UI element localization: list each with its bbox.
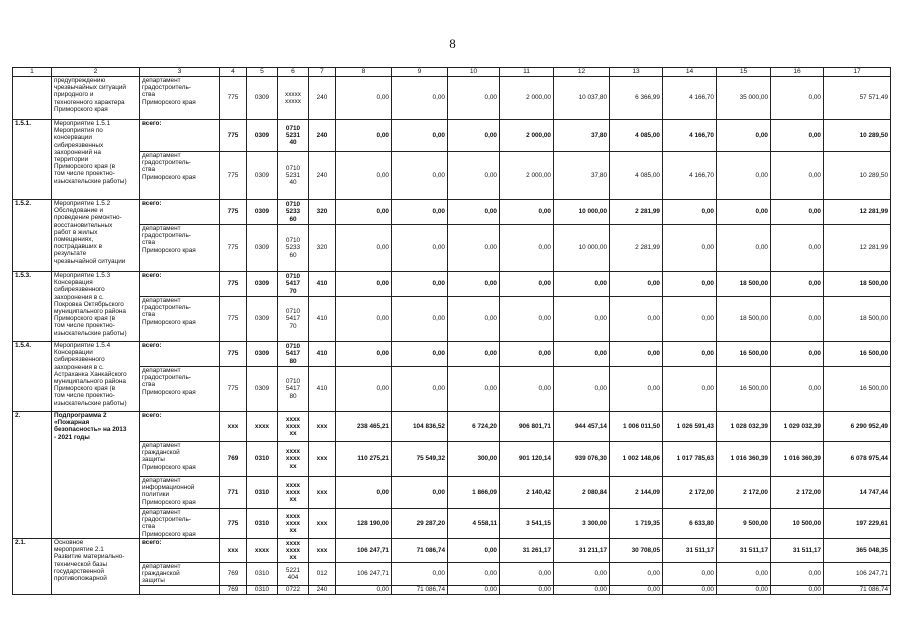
executor: всего: <box>140 539 220 563</box>
column-header: 3 <box>140 68 220 77</box>
value-cell: 1 002 148,06 <box>610 442 663 477</box>
column-header: 4 <box>220 68 247 77</box>
value-cell: 901 120,14 <box>500 442 554 477</box>
value-cell: 0,00 <box>392 563 448 586</box>
value-cell: 10 289,50 <box>824 152 891 200</box>
value-cell: 320 <box>309 225 336 272</box>
executor: департамент градостроитель- ства Приморского края <box>140 297 220 342</box>
value-cell: 0,00 <box>448 539 500 563</box>
value-cell: 2 172,00 <box>663 477 717 509</box>
value-cell: 0,00 <box>500 342 554 367</box>
column-header: 6 <box>278 68 309 77</box>
value-cell: 110 275,21 <box>336 442 392 477</box>
value-cell: 0,00 <box>771 272 824 297</box>
value-cell: 775 <box>220 120 247 152</box>
value-cell: 0,00 <box>554 585 610 594</box>
value-cell: 35 000,00 <box>717 77 771 120</box>
value-cell: 37,80 <box>554 120 610 152</box>
value-cell: 10 000,00 <box>554 225 610 272</box>
value-cell: 0,00 <box>771 225 824 272</box>
value-cell: 410 <box>309 342 336 367</box>
value-cell: 0,00 <box>392 297 448 342</box>
item-name: Мероприятие 1.5.3 Консервация сибиреязвенного захоронения в с. Покровка Октябрьского муниципального района Приморского края (в том числе проектно- изыскательские работы) <box>52 272 140 342</box>
value-cell: 0,00 <box>771 120 824 152</box>
table-row <box>13 585 891 594</box>
value-cell: 0,00 <box>336 120 392 152</box>
value-cell: 5221 404 <box>278 563 309 586</box>
value-cell: 106 247,71 <box>824 563 891 586</box>
value-cell: 0,00 <box>392 200 448 225</box>
value-cell: 0,00 <box>771 77 824 120</box>
value-cell: 0722 <box>278 585 309 594</box>
value-cell: 0,00 <box>554 272 610 297</box>
value-cell: 4 085,00 <box>610 152 663 200</box>
value-cell: 0310 <box>247 477 278 509</box>
item-number: 1.5.2. <box>13 200 52 272</box>
value-cell: ххх <box>220 539 247 563</box>
value-cell: 0710 5417 80 <box>278 367 309 412</box>
value-cell: 0710 5417 70 <box>278 297 309 342</box>
table-row <box>13 272 891 297</box>
item-number <box>13 77 52 120</box>
value-cell: 37,80 <box>554 152 610 200</box>
table-row <box>13 297 891 342</box>
value-cell: 0,00 <box>554 367 610 412</box>
value-cell: 0,00 <box>500 297 554 342</box>
value-cell: 1 866,09 <box>448 477 500 509</box>
value-cell: 0,00 <box>336 225 392 272</box>
value-cell: 775 <box>220 225 247 272</box>
value-cell: 0310 <box>247 509 278 539</box>
value-cell: 0,00 <box>663 297 717 342</box>
value-cell: 0,00 <box>554 563 610 586</box>
value-cell: 104 836,52 <box>392 412 448 442</box>
value-cell: 0,00 <box>336 585 392 594</box>
value-cell: хххх хххх хх <box>278 477 309 509</box>
value-cell: 0,00 <box>392 77 448 120</box>
value-cell: 0,00 <box>448 297 500 342</box>
value-cell: 71 086,74 <box>392 539 448 563</box>
table-row <box>13 563 891 586</box>
value-cell: 0,00 <box>448 225 500 272</box>
value-cell: 4 558,11 <box>448 509 500 539</box>
item-number: 2. <box>13 412 52 539</box>
value-cell: 1 029 032,39 <box>771 412 824 442</box>
value-cell: 2 000,00 <box>500 152 554 200</box>
value-cell: 3 300,00 <box>554 509 610 539</box>
value-cell: ххх <box>309 509 336 539</box>
value-cell: 31 511,17 <box>771 539 824 563</box>
value-cell: 0710 5231 40 <box>278 152 309 200</box>
value-cell: 0309 <box>247 272 278 297</box>
value-cell: 31 211,17 <box>554 539 610 563</box>
table-row <box>13 367 891 412</box>
page-number: 8 <box>449 36 456 51</box>
column-header: 5 <box>247 68 278 77</box>
value-cell: 0,00 <box>336 152 392 200</box>
executor: департамент градостроитель- ства Приморского края <box>140 367 220 412</box>
value-cell: 0309 <box>247 200 278 225</box>
value-cell: 944 457,14 <box>554 412 610 442</box>
column-header: 12 <box>554 68 610 77</box>
value-cell: 0,00 <box>717 585 771 594</box>
value-cell: 775 <box>220 367 247 412</box>
table-row <box>13 152 891 200</box>
item-number: 2.1. <box>13 539 52 595</box>
value-cell: 14 747,44 <box>824 477 891 509</box>
item-name: Основное мероприятие 2.1 Развитие материально- технической базы государственной противопожарной <box>52 539 140 595</box>
table-row <box>13 442 891 477</box>
item-name: Мероприятие 1.5.4 Консервации сибиреязвенного захоронения в с. Астраханка Ханкайского муниципального района Приморского края (в том числе проектно- изыскательские работы) <box>52 342 140 412</box>
value-cell: 12 281,99 <box>824 225 891 272</box>
table-row <box>13 225 891 272</box>
value-cell: 71 086,74 <box>824 585 891 594</box>
value-cell: 0,00 <box>500 563 554 586</box>
value-cell: 410 <box>309 297 336 342</box>
column-header: 1 <box>13 68 52 77</box>
value-cell: 10 000,00 <box>554 200 610 225</box>
value-cell: 939 076,30 <box>554 442 610 477</box>
value-cell: 300,00 <box>448 442 500 477</box>
value-cell: 240 <box>309 585 336 594</box>
value-cell: 0,00 <box>392 477 448 509</box>
value-cell: 775 <box>220 200 247 225</box>
value-cell: 0,00 <box>448 342 500 367</box>
value-cell: 0,00 <box>448 585 500 594</box>
table-row <box>13 342 891 367</box>
value-cell: 30 708,05 <box>610 539 663 563</box>
executor: департамент градостроитель- ства Приморского края <box>140 225 220 272</box>
value-cell: 0310 <box>247 442 278 477</box>
value-cell: 0,00 <box>448 563 500 586</box>
value-cell: 6 366,99 <box>610 77 663 120</box>
value-cell: 0,00 <box>717 563 771 586</box>
value-cell: 4 166,70 <box>663 152 717 200</box>
value-cell: 410 <box>309 272 336 297</box>
value-cell: 4 085,00 <box>610 120 663 152</box>
column-header: 14 <box>663 68 717 77</box>
value-cell: 10 289,50 <box>824 120 891 152</box>
value-cell: 106 247,71 <box>336 563 392 586</box>
value-cell: 2 172,00 <box>717 477 771 509</box>
value-cell: 0309 <box>247 342 278 367</box>
value-cell: ххх <box>309 477 336 509</box>
value-cell: 2 080,84 <box>554 477 610 509</box>
value-cell: 0,00 <box>610 563 663 586</box>
header-row <box>13 68 891 77</box>
value-cell: 0710 5417 80 <box>278 342 309 367</box>
value-cell: 6 078 975,44 <box>824 442 891 477</box>
value-cell: 0,00 <box>663 272 717 297</box>
column-header: 11 <box>500 68 554 77</box>
value-cell: хххх хххх хх <box>278 539 309 563</box>
value-cell: 775 <box>220 509 247 539</box>
value-cell: 0,00 <box>392 272 448 297</box>
value-cell: 6 724,20 <box>448 412 500 442</box>
value-cell: 106 247,71 <box>336 539 392 563</box>
value-cell: 906 801,71 <box>500 412 554 442</box>
value-cell: 0,00 <box>610 342 663 367</box>
value-cell: 31 261,17 <box>500 539 554 563</box>
value-cell: 0,00 <box>500 200 554 225</box>
column-header: 13 <box>610 68 663 77</box>
value-cell: хххх <box>247 539 278 563</box>
value-cell: 0,00 <box>771 367 824 412</box>
value-cell: 0,00 <box>717 120 771 152</box>
value-cell: 0,00 <box>554 342 610 367</box>
value-cell: 0,00 <box>771 342 824 367</box>
value-cell: 0,00 <box>500 367 554 412</box>
executor: всего: <box>140 342 220 367</box>
value-cell: 0,00 <box>663 367 717 412</box>
value-cell: 240 <box>309 120 336 152</box>
value-cell: 31 511,17 <box>663 539 717 563</box>
value-cell: 0310 <box>247 585 278 594</box>
value-cell: 71 086,74 <box>392 585 448 594</box>
table-row <box>13 77 891 120</box>
item-number: 1.5.4. <box>13 342 52 412</box>
value-cell: 769 <box>220 585 247 594</box>
value-cell: 769 <box>220 442 247 477</box>
value-cell: 0710 5233 60 <box>278 200 309 225</box>
value-cell: 2 000,00 <box>500 77 554 120</box>
value-cell: ххх <box>220 412 247 442</box>
value-cell: хххх хххх хх <box>278 442 309 477</box>
column-header: 2 <box>52 68 140 77</box>
executor <box>140 585 220 594</box>
value-cell: 012 <box>309 563 336 586</box>
value-cell: 6 290 952,49 <box>824 412 891 442</box>
value-cell: 0,00 <box>336 477 392 509</box>
value-cell: 0,00 <box>336 367 392 412</box>
executor: департамент гражданской защиты Приморского края <box>140 442 220 477</box>
value-cell: 769 <box>220 563 247 586</box>
table-row <box>13 120 891 152</box>
value-cell: 0,00 <box>610 585 663 594</box>
value-cell: ххххх ххххх <box>278 77 309 120</box>
value-cell: 1 006 011,50 <box>610 412 663 442</box>
value-cell: 0310 <box>247 563 278 586</box>
value-cell: 238 465,21 <box>336 412 392 442</box>
value-cell: 0,00 <box>771 297 824 342</box>
value-cell: 240 <box>309 77 336 120</box>
value-cell: 240 <box>309 152 336 200</box>
value-cell: 0,00 <box>500 272 554 297</box>
value-cell: 0,00 <box>771 585 824 594</box>
executor: департамент градостроитель- ства Приморского края <box>140 152 220 200</box>
value-cell: 0,00 <box>448 77 500 120</box>
value-cell: 16 500,00 <box>717 342 771 367</box>
value-cell: 4 166,70 <box>663 120 717 152</box>
column-header: 17 <box>824 68 891 77</box>
item-name: предупреждению чрезвычайных ситуаций природного и техногенного характера Приморского края <box>52 77 140 120</box>
item-name: Мероприятие 1.5.1 Мероприятия по консервации сибиреязвенных захоронений на территории Приморского края (в том числе проектно- изыскательские работы) <box>52 120 140 200</box>
value-cell: 0,00 <box>392 120 448 152</box>
column-header: 8 <box>336 68 392 77</box>
value-cell: 18 500,00 <box>824 297 891 342</box>
value-cell: 2 281,99 <box>610 200 663 225</box>
item-name: Мероприятие 1.5.2 Обследование и проведение ремонтно- восстановительных работ в жилых помещениях, пострадавших в результате чрезвычайной ситуации <box>52 200 140 272</box>
table-row <box>13 539 891 563</box>
value-cell: 0,00 <box>717 200 771 225</box>
value-cell: 18 500,00 <box>824 272 891 297</box>
value-cell: 0,00 <box>663 563 717 586</box>
value-cell: 12 281,99 <box>824 200 891 225</box>
value-cell: 2 144,09 <box>610 477 663 509</box>
value-cell: 0,00 <box>336 272 392 297</box>
item-number: 1.5.3. <box>13 272 52 342</box>
value-cell: 365 048,35 <box>824 539 891 563</box>
item-number: 1.5.1. <box>13 120 52 200</box>
table-row <box>13 477 891 509</box>
value-cell: 2 140,42 <box>500 477 554 509</box>
value-cell: 0,00 <box>500 225 554 272</box>
value-cell: 0,00 <box>500 585 554 594</box>
executor: департамент информационной политики Приморского края <box>140 477 220 509</box>
value-cell: 0309 <box>247 77 278 120</box>
value-cell: хххх <box>247 412 278 442</box>
value-cell: 0,00 <box>392 225 448 272</box>
value-cell: 16 500,00 <box>824 367 891 412</box>
value-cell: хххх хххх хх <box>278 412 309 442</box>
value-cell: 0,00 <box>610 367 663 412</box>
value-cell: 0,00 <box>663 585 717 594</box>
value-cell: 771 <box>220 477 247 509</box>
executor: департамент градостроитель- ства Приморского края <box>140 77 220 120</box>
item-name: Подпрограмма 2 «Пожарная безопасность» на 2013 - 2021 годы <box>52 412 140 539</box>
value-cell: 0,00 <box>663 342 717 367</box>
value-cell: 16 500,00 <box>824 342 891 367</box>
value-cell: 0,00 <box>554 297 610 342</box>
value-cell: 1 719,35 <box>610 509 663 539</box>
column-header: 10 <box>448 68 500 77</box>
column-header: 7 <box>309 68 336 77</box>
value-cell: ххх <box>309 539 336 563</box>
value-cell: 0,00 <box>448 367 500 412</box>
value-cell: 0,00 <box>336 297 392 342</box>
value-cell: 1 028 032,39 <box>717 412 771 442</box>
value-cell: 0,00 <box>610 272 663 297</box>
value-cell: 775 <box>220 152 247 200</box>
executor: всего: <box>140 272 220 297</box>
executor: всего: <box>140 200 220 225</box>
value-cell: 0309 <box>247 367 278 412</box>
value-cell: 2 000,00 <box>500 120 554 152</box>
value-cell: 10 500,00 <box>771 509 824 539</box>
value-cell: 775 <box>220 272 247 297</box>
value-cell: 0309 <box>247 297 278 342</box>
value-cell: 0,00 <box>336 342 392 367</box>
value-cell: 197 229,61 <box>824 509 891 539</box>
value-cell: 0,00 <box>610 297 663 342</box>
column-header: 9 <box>392 68 448 77</box>
value-cell: 0,00 <box>771 200 824 225</box>
value-cell: ххх <box>309 412 336 442</box>
value-cell: 29 287,20 <box>392 509 448 539</box>
executor: департамент градостроитель- ства Приморского края <box>140 509 220 539</box>
value-cell: 775 <box>220 297 247 342</box>
value-cell: 1 017 785,63 <box>663 442 717 477</box>
value-cell: 2 281,99 <box>610 225 663 272</box>
executor: департамент гражданской защиты <box>140 563 220 586</box>
value-cell: 4 166,70 <box>663 77 717 120</box>
value-cell: 0,00 <box>717 152 771 200</box>
executor: всего: <box>140 412 220 442</box>
value-cell: 18 500,00 <box>717 272 771 297</box>
value-cell: 0,00 <box>771 152 824 200</box>
value-cell: 0710 5233 60 <box>278 225 309 272</box>
value-cell: 0,00 <box>448 200 500 225</box>
value-cell: 0710 5231 40 <box>278 120 309 152</box>
executor: всего: <box>140 120 220 152</box>
column-header: 16 <box>771 68 824 77</box>
value-cell: 320 <box>309 200 336 225</box>
value-cell: 0,00 <box>771 563 824 586</box>
table-row <box>13 200 891 225</box>
value-cell: 9 500,00 <box>717 509 771 539</box>
value-cell: 31 511,17 <box>717 539 771 563</box>
value-cell: хххх хххх хх <box>278 509 309 539</box>
value-cell: 0,00 <box>717 225 771 272</box>
value-cell: 0309 <box>247 225 278 272</box>
column-header: 15 <box>717 68 771 77</box>
value-cell: 0,00 <box>448 152 500 200</box>
value-cell: 16 500,00 <box>717 367 771 412</box>
value-cell: 1 016 360,39 <box>717 442 771 477</box>
value-cell: 775 <box>220 342 247 367</box>
value-cell: 10 037,80 <box>554 77 610 120</box>
value-cell: 0710 5417 70 <box>278 272 309 297</box>
value-cell: 57 571,49 <box>824 77 891 120</box>
value-cell: 2 172,00 <box>771 477 824 509</box>
value-cell: 0,00 <box>663 225 717 272</box>
value-cell: 128 190,00 <box>336 509 392 539</box>
value-cell: 410 <box>309 367 336 412</box>
budget-table <box>12 67 891 595</box>
value-cell: ххх <box>309 442 336 477</box>
value-cell: 0,00 <box>663 200 717 225</box>
value-cell: 0,00 <box>336 77 392 120</box>
value-cell: 1 026 591,43 <box>663 412 717 442</box>
value-cell: 75 549,32 <box>392 442 448 477</box>
value-cell: 0309 <box>247 120 278 152</box>
value-cell: 0,00 <box>448 120 500 152</box>
value-cell: 0,00 <box>336 200 392 225</box>
table-row <box>13 412 891 442</box>
value-cell: 6 633,80 <box>663 509 717 539</box>
value-cell: 0,00 <box>448 272 500 297</box>
table-row <box>13 509 891 539</box>
value-cell: 3 541,15 <box>500 509 554 539</box>
value-cell: 0309 <box>247 152 278 200</box>
value-cell: 18 500,00 <box>717 297 771 342</box>
value-cell: 0,00 <box>392 152 448 200</box>
value-cell: 775 <box>220 77 247 120</box>
value-cell: 0,00 <box>392 342 448 367</box>
value-cell: 1 016 360,39 <box>771 442 824 477</box>
value-cell: 0,00 <box>392 367 448 412</box>
